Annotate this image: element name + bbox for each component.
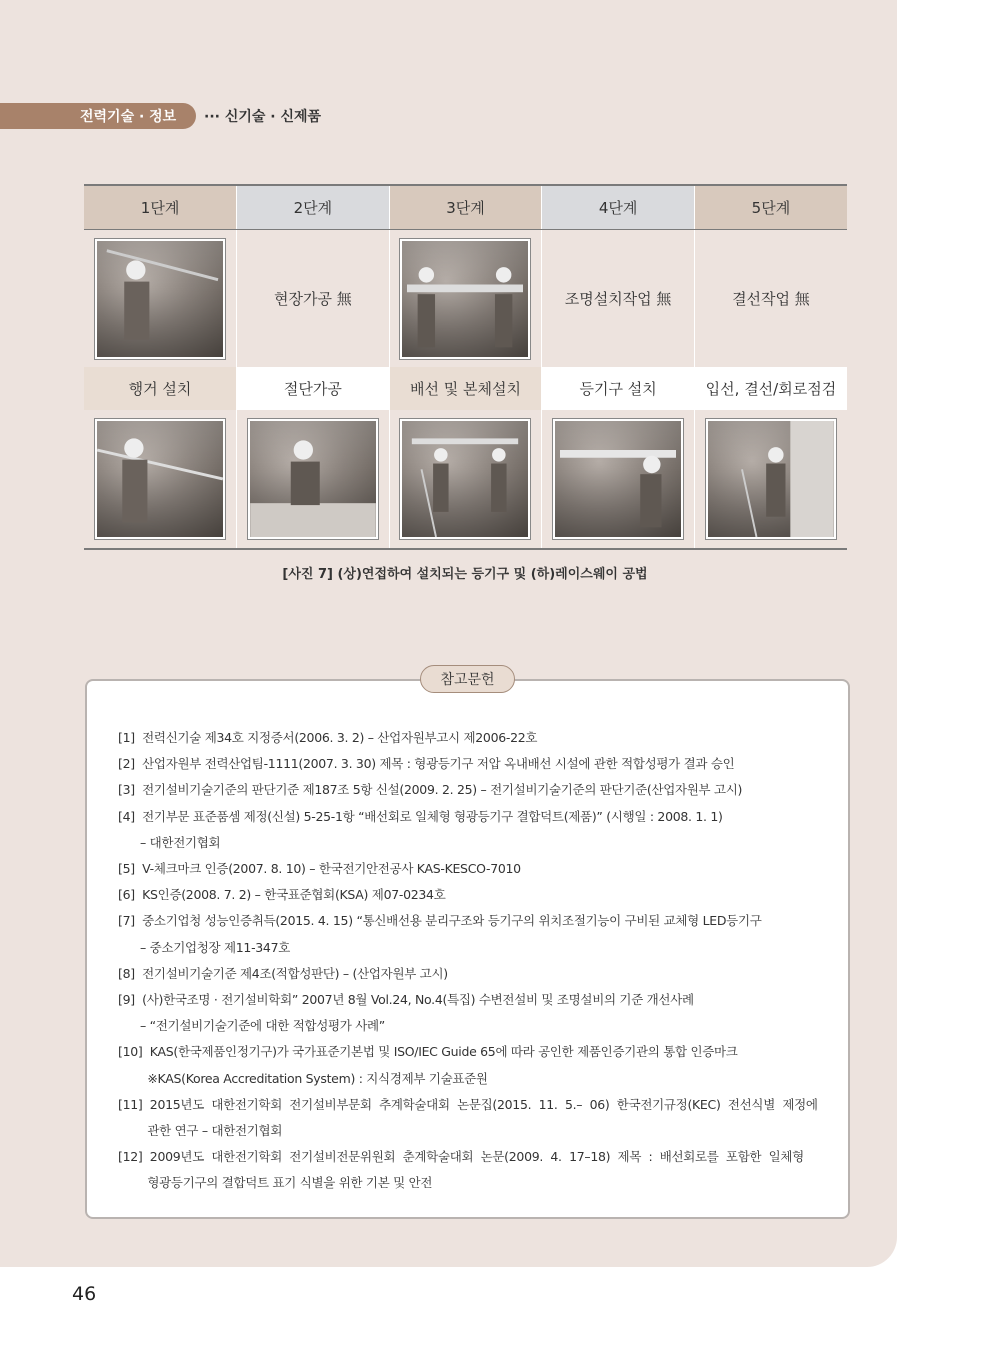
reference-line: 형광등기구의 결합덕트 표기 식별을 위한 기본 및 안전 (118, 1175, 433, 1191)
raceway-circuit-check-photo (706, 419, 836, 539)
step-label-1: 행거 설치 (84, 367, 237, 410)
step-header-2: 2단계 (237, 185, 390, 230)
step-header-4: 4단계 (542, 185, 695, 230)
references-title: 참고문헌 (420, 665, 515, 693)
step-header-3: 3단계 (389, 185, 542, 230)
step-label-5: 입선, 결선/회로점검 (694, 367, 847, 410)
reference-line: 관한 연구 – 대한전기협회 (118, 1123, 283, 1139)
reference-line: [11] 2015년도 대한전기학회 전기설비부문회 추계학술대회 논문집(2015. 11. 5.– 06) 한국전기규정(KEC) 전선식별 제정에 (118, 1096, 818, 1112)
reference-line: – “전기설비기술기준에 대한 적합성평가 사례” (118, 1018, 385, 1034)
reference-line: [9] (사)한국조명 · 전기설비학회” 2007년 8월 Vol.24, No.4(특집) 수변전설비 및 조명설비의 기준 개선사례 (118, 992, 694, 1008)
raceway-photo-row (84, 410, 847, 549)
reference-line: [10] KAS(한국제품인정기구)가 국가표준기본법 및 ISO/IEC Guide 65에 따라 공인한 제품인증기관의 통합 인증마크 (118, 1044, 738, 1060)
section-tag: 전력기술 · 정보 (0, 103, 196, 129)
cell-step3-photo (389, 230, 542, 368)
cell-step4-note: 조명설치작업 無 (542, 230, 695, 368)
reference-line: – 중소기업청장 제11-347호 (118, 939, 291, 955)
steps-header-row (84, 185, 847, 230)
installation-steps-table (84, 184, 847, 550)
steps-label-row (84, 367, 847, 410)
figure-caption: [사진 7] (상)연접하여 설치되는 등기구 및 (하)레이스웨이 공법 (282, 567, 648, 582)
cell-raceway-photo-5 (694, 410, 847, 549)
raceway-wiring-photo (400, 419, 530, 539)
step-label-3: 배선 및 본체설치 (389, 367, 542, 410)
reference-line: [12] 2009년도 대한전기학회 전기설비전문위원회 춘계학술대회 논문(2009. 4. 17–18) 제목 : 배선회로를 포함한 일체형 (118, 1149, 804, 1165)
wiring-body-install-photo (400, 239, 530, 359)
raceway-hanger-photo (95, 419, 225, 539)
reference-line: [7] 중소기업청 성능인증취득(2015. 4. 15) “통신배선용 분리구조와 등기구의 위치조절기능이 구비된 교체형 LED등기구 (118, 913, 762, 929)
luminaire-photo-row (84, 230, 847, 368)
cell-raceway-photo-3 (389, 410, 542, 549)
cell-step2-note: 현장가공 無 (237, 230, 390, 368)
reference-line: [1] 전력신기술 제34호 지정증서(2006. 3. 2) – 산업자원부고시 제2006-22호 (118, 730, 538, 745)
reference-line: [4] 전기부문 표준품셈 제정(신설) 5-25-1항 “배선회로 일체형 형광등기구 결합덕트(제품)” (시행일 : 2008. 1. 1) (118, 808, 723, 824)
references-list (118, 725, 828, 1197)
cell-raceway-photo-2 (237, 410, 390, 549)
reference-line: [5] V-체크마크 인증(2007. 8. 10) – 한국전기안전공사 KAS-KESCO-7010 (118, 861, 521, 877)
step-header-5: 5단계 (694, 185, 847, 230)
reference-line: – 대한전기협회 (118, 834, 221, 850)
step-header-1: 1단계 (84, 185, 237, 230)
cell-step5-note: 결선작업 無 (694, 230, 847, 368)
reference-line: [6] KS인증(2008. 7. 2) – 한국표준협회(KSA) 제07-0234호 (118, 887, 446, 903)
cell-step1-photo (84, 230, 237, 368)
section-subtitle: ··· 신기술 · 신제품 (204, 109, 322, 125)
cell-raceway-photo-1 (84, 410, 237, 549)
hanger-install-photo (95, 239, 225, 359)
page-number: 46 (72, 1283, 97, 1305)
reference-line: [8] 전기설비기술기준 제4조(적합성판단) – (산업자원부 고시) (118, 965, 448, 981)
reference-line: [2] 산업자원부 전력산업팀-1111(2007. 3. 30) 제목 : 형광등기구 저압 옥내배선 시설에 관한 적합성평가 결과 승인 (118, 756, 735, 772)
cell-raceway-photo-4 (542, 410, 695, 549)
raceway-luminaire-photo (553, 419, 683, 539)
raceway-cutting-photo (248, 419, 378, 539)
reference-line: ※KAS(Korea Accreditation System) : 지식경제부 기술표준원 (118, 1070, 488, 1086)
step-label-2: 절단가공 (237, 367, 390, 410)
reference-line: [3] 전기설비기술기준의 판단기준 제187조 5항 신설(2009. 2. 25) – 전기설비기술기준의 판단기준(산업자원부 고시) (118, 782, 743, 798)
step-label-4: 등기구 설치 (542, 367, 695, 410)
